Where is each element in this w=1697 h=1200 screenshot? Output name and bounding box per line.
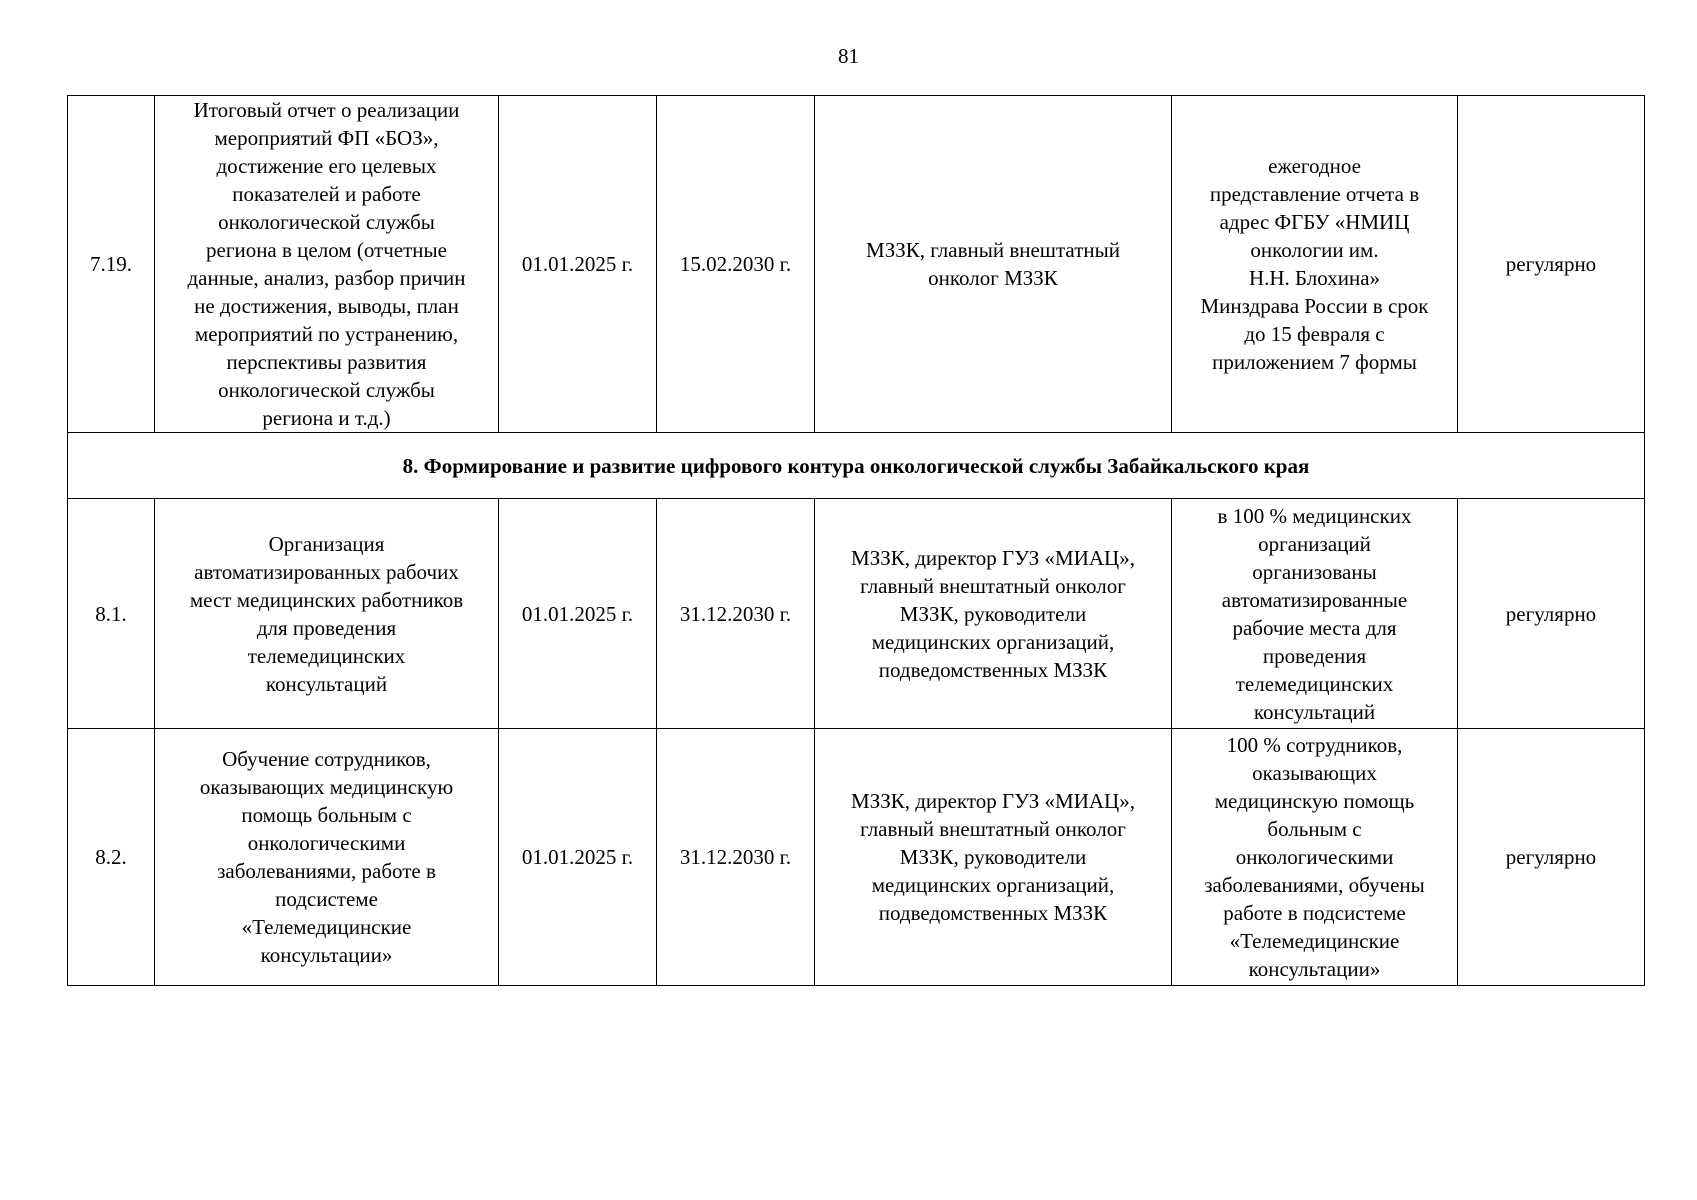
text-line: представление отчета в — [1209, 182, 1420, 206]
row-number: 8.2. — [68, 729, 155, 986]
text-line: ежегодное — [1268, 154, 1361, 178]
text-line: консультации» — [260, 943, 393, 967]
text-line: медицинских организаций, — [871, 629, 1115, 654]
text-line: региона в целом (отчетные — [206, 238, 447, 262]
text-line: адрес ФГБУ «НМИЦ — [1219, 210, 1410, 234]
text-line: главный внештатный онколог — [860, 817, 1126, 841]
text-line: Итоговый отчет о реализации — [193, 98, 460, 122]
text-line: МЗЗК, директор ГУЗ «МИАЦ», — [851, 545, 1135, 570]
text-line: подведомственных МЗЗК — [878, 901, 1108, 925]
text-line: оказывающих медицинскую — [199, 775, 454, 799]
text-line: автоматизированные — [1221, 587, 1408, 612]
text-line: медицинскую помощь — [1214, 789, 1415, 813]
text-line: МЗЗК, директор ГУЗ «МИАЦ», — [851, 789, 1135, 813]
plan-table — [67, 95, 1645, 986]
text-line: МЗЗК, главный внештатный — [866, 238, 1120, 262]
responsible — [815, 499, 1172, 729]
text-line: телемедицинских — [1235, 671, 1394, 696]
text-line: данные, анализ, разбор причин — [187, 266, 466, 290]
table-row — [68, 729, 1645, 986]
text-line: приложением 7 формы — [1212, 350, 1417, 374]
responsible — [815, 96, 1172, 433]
text-line: региона и т.д.) — [262, 406, 391, 430]
frequency: регулярно — [1458, 499, 1645, 729]
start-date: 01.01.2025 г. — [499, 96, 657, 433]
text-line: Организация — [268, 531, 385, 556]
text-line: больным с — [1267, 817, 1362, 841]
text-line: 100 % сотрудников, — [1226, 733, 1403, 757]
text-line: подсистеме — [275, 887, 378, 911]
result — [1172, 729, 1458, 986]
frequency: регулярно — [1458, 729, 1645, 986]
end-date: 31.12.2030 г. — [657, 499, 815, 729]
text-line: оказывающих — [1252, 761, 1377, 785]
table-row — [68, 499, 1645, 729]
text-line: онкологии им. — [1250, 238, 1379, 262]
text-line: заболеваниями, работе в — [217, 859, 436, 883]
text-line: МЗЗК, руководители — [899, 845, 1087, 869]
text-line: в 100 % медицинских — [1217, 503, 1412, 528]
row-number: 7.19. — [68, 96, 155, 433]
start-date: 01.01.2025 г. — [499, 499, 657, 729]
text-line: помощь больным с — [241, 803, 412, 827]
text-line: МЗЗК, руководители — [899, 601, 1087, 626]
text-line: перспективы развития — [226, 350, 427, 374]
text-line: мест медицинских работников — [189, 587, 464, 612]
frequency: регулярно — [1458, 96, 1645, 433]
activity-name — [155, 96, 499, 433]
text-line: онкологической службы — [218, 210, 435, 234]
end-date: 31.12.2030 г. — [657, 729, 815, 986]
page-number: 81 — [838, 44, 859, 68]
row-number: 8.1. — [68, 499, 155, 729]
text-line: главный внештатный онколог — [860, 573, 1126, 598]
text-line: консультаций — [1253, 699, 1376, 724]
text-line: Обучение сотрудников, — [222, 747, 431, 771]
text-line: подведомственных МЗЗК — [878, 657, 1108, 682]
text-line: мероприятий по устранению, — [194, 322, 459, 346]
text-line: онкологическими — [1235, 845, 1394, 869]
activity-name — [155, 499, 499, 729]
text-line: рабочие места для — [1232, 615, 1397, 640]
text-line: заболеваниями, обучены — [1204, 873, 1425, 897]
section-title: 8. Формирование и развитие цифрового контура онкологической службы Забайкальского края — [68, 433, 1645, 499]
text-line: телемедицинских — [247, 643, 406, 668]
text-line: онкологической службы — [218, 378, 435, 402]
start-date: 01.01.2025 г. — [499, 729, 657, 986]
text-line: проведения — [1262, 643, 1367, 668]
responsible — [815, 729, 1172, 986]
text-line: достижение его целевых — [216, 154, 437, 178]
text-line: Минздрава России в срок — [1200, 294, 1429, 318]
section-row — [68, 433, 1645, 499]
result — [1172, 499, 1458, 729]
text-line: консультации» — [1248, 957, 1381, 981]
text-line: автоматизированных рабочих — [194, 559, 459, 584]
text-line: онкологическими — [247, 831, 406, 855]
text-line: «Телемедицинские — [241, 915, 412, 939]
text-line: показателей и работе — [232, 182, 421, 206]
text-line: организаций — [1258, 531, 1371, 556]
text-line: онколог МЗЗК — [928, 266, 1058, 290]
text-line: мероприятий ФП «БОЗ», — [214, 126, 439, 150]
text-line: организованы — [1252, 559, 1377, 584]
text-line: не достижения, выводы, план — [194, 294, 459, 318]
text-line: для проведения — [256, 615, 397, 640]
text-line: до 15 февраля с — [1244, 322, 1385, 346]
text-line: работе в подсистеме — [1223, 901, 1406, 925]
end-date: 15.02.2030 г. — [657, 96, 815, 433]
text-line: консультаций — [265, 671, 388, 696]
result — [1172, 96, 1458, 433]
text-line: медицинских организаций, — [871, 873, 1115, 897]
table-row — [68, 96, 1645, 433]
text-line: «Телемедицинские — [1229, 929, 1400, 953]
text-line: Н.Н. Блохина» — [1248, 266, 1381, 290]
activity-name — [155, 729, 499, 986]
